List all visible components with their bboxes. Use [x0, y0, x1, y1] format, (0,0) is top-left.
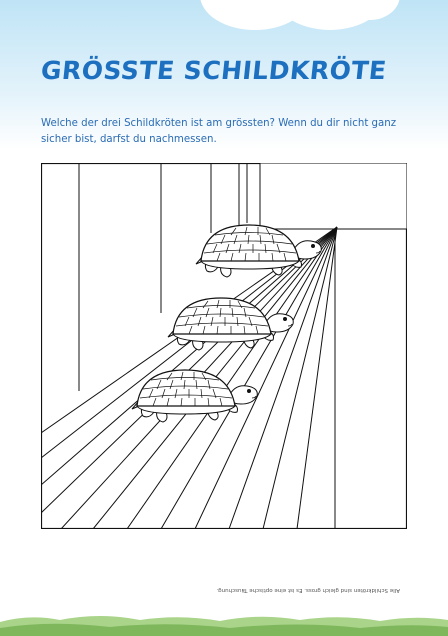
solution-note: Alle Schildkröten sind gleich gross. Es ist eine optische Täuschung. — [216, 587, 400, 593]
illusion-puzzle — [41, 163, 407, 529]
instruction-text: Welche der drei Schildkröten ist am grössten? Wenn du dir nicht ganz sicher bist, darfst du nachmessen. — [41, 118, 397, 145]
grass-icon — [0, 608, 448, 636]
worksheet-title: GRÖSSTE SCHILDKRÖTE — [39, 56, 389, 85]
